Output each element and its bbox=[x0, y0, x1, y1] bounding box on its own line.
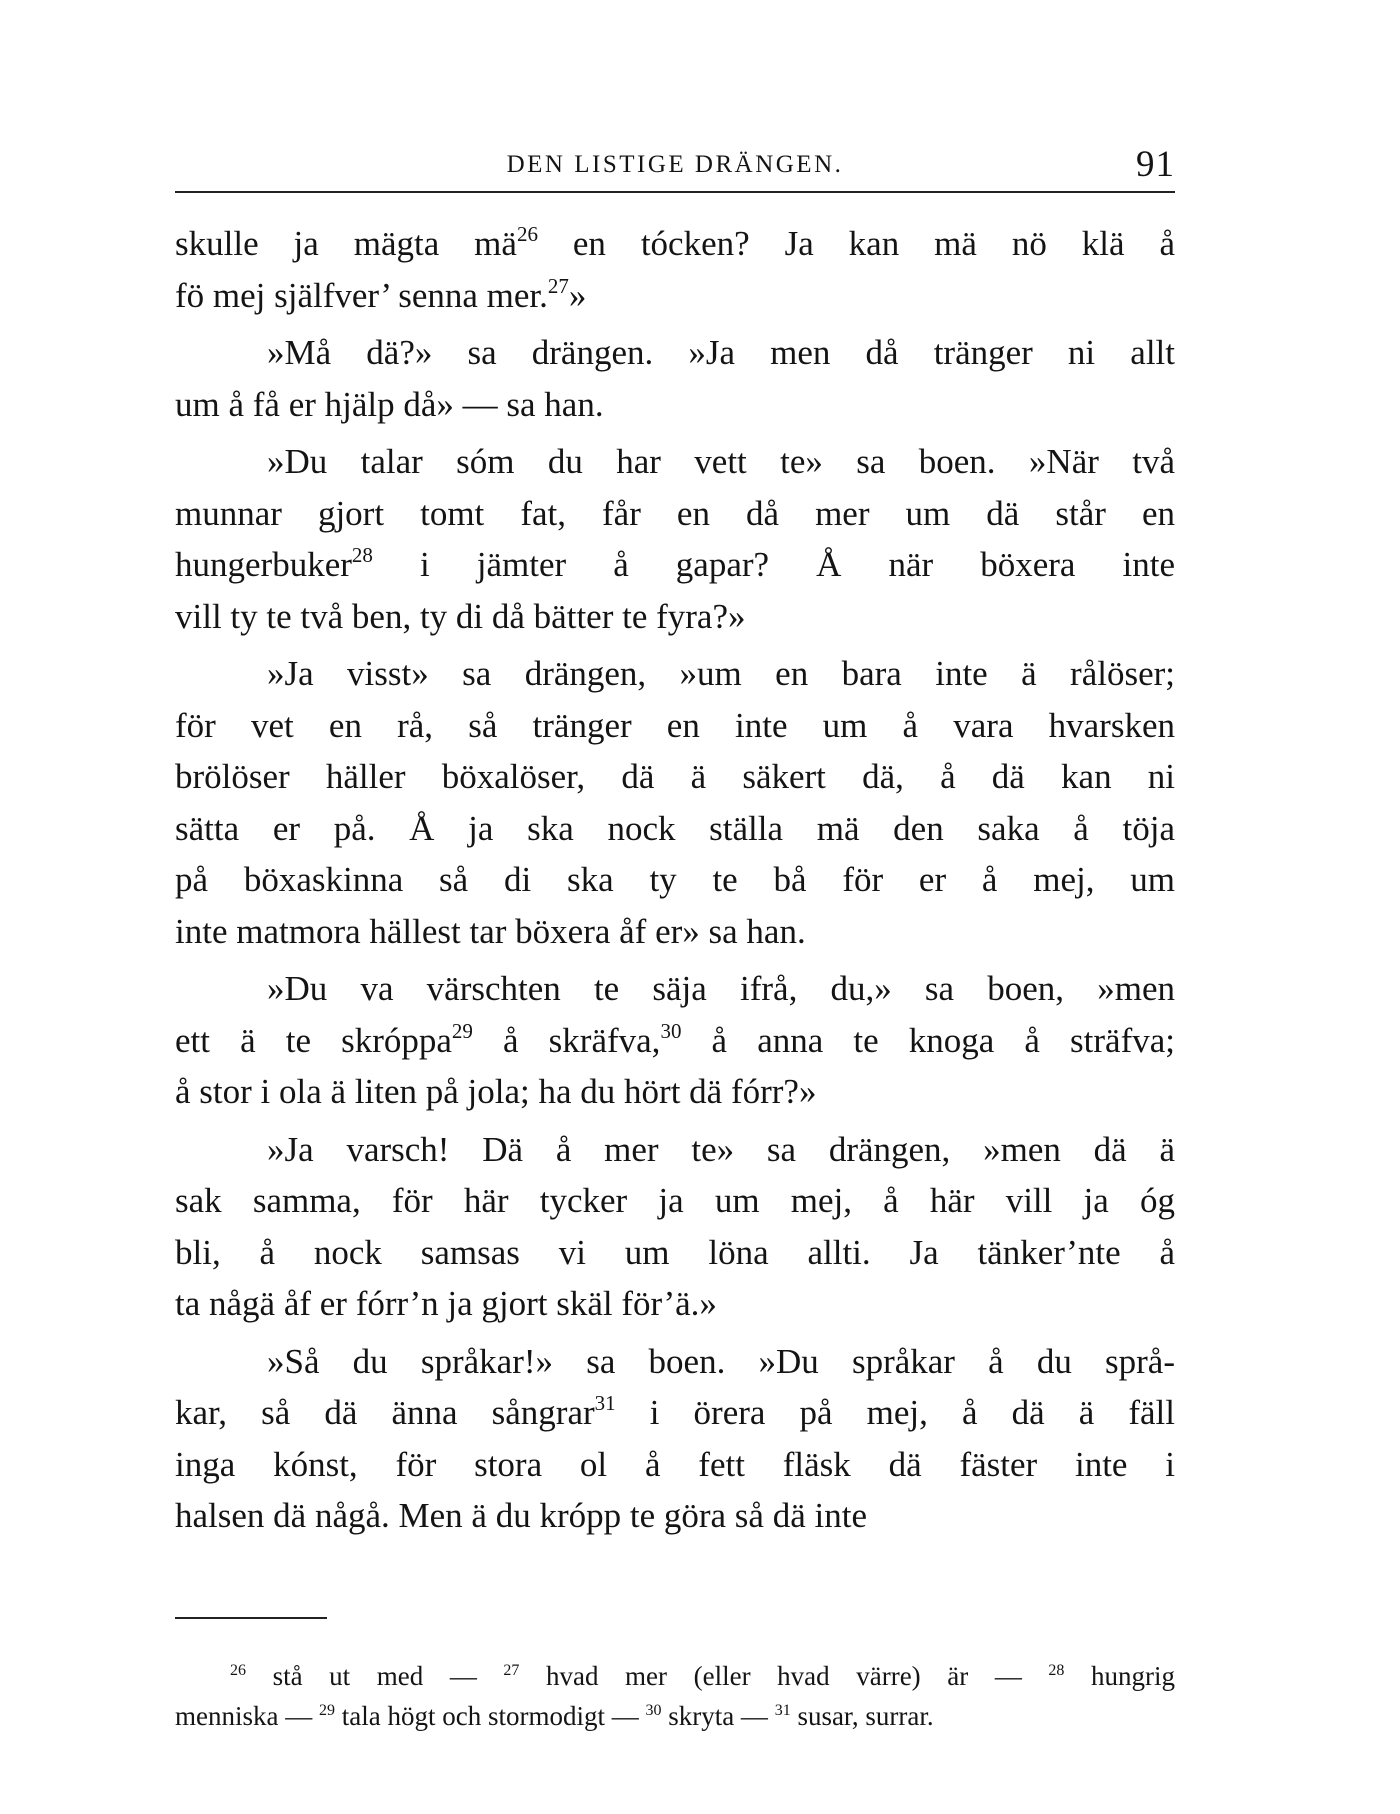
text-line: brölöser häller böxalöser, dä ä säkert dä, å dä kan ni bbox=[175, 757, 1175, 796]
footnote-marker: 26 bbox=[516, 222, 538, 246]
footnote-marker: 31 bbox=[594, 1391, 616, 1415]
text-line: um å få er hjälp då» — sa han. bbox=[175, 384, 604, 424]
text-line: bli, å nock samsas vi um löna allti. Ja tänker’nte å bbox=[175, 1232, 1175, 1272]
body-text bbox=[175, 218, 1175, 1548]
paragraph bbox=[175, 963, 1175, 1118]
header-rule bbox=[175, 191, 1175, 193]
text-line: »Du talar sóm du har vett te» sa boen. »När två bbox=[267, 442, 1175, 481]
paragraph bbox=[175, 648, 1175, 957]
footnote-marker: 26 bbox=[230, 1662, 246, 1679]
text-line: »Ja visst» sa drängen, »um en bara inte ä rålöser; bbox=[267, 654, 1175, 693]
text-line: vill ty te två ben, ty di då bätter te fyra?» bbox=[175, 596, 746, 636]
footnote-marker: 31 bbox=[774, 1702, 791, 1719]
paragraph bbox=[175, 1124, 1175, 1330]
paragraph bbox=[175, 218, 1175, 321]
text-line: munnar gjort tomt fat, får en då mer um dä står en bbox=[175, 493, 1175, 533]
footnote-marker: 28 bbox=[1048, 1662, 1065, 1679]
text-line: på böxaskinna så di ska ty te bå för er å mej, um bbox=[175, 860, 1175, 899]
page-header bbox=[175, 143, 1175, 193]
page-number: 91 bbox=[1136, 144, 1175, 185]
text-line: »Ja varsch! Dä å mer te» sa drängen, »men dä ä bbox=[267, 1129, 1175, 1169]
text-line: hungerbuker$^{28}$ i jämter å gapar? Å när böxera inte bbox=[175, 543, 1175, 584]
footnote-marker: 29 bbox=[451, 1018, 473, 1043]
footnote-marker: 30 bbox=[645, 1702, 662, 1719]
text-line: halsen dä någå. Men ä du krópp te göra så dä inte bbox=[175, 1496, 867, 1535]
footnote-marker: 27 bbox=[503, 1662, 520, 1679]
text-line: å stor i ola ä liten på jola; ha du hört dä fórr?» bbox=[175, 1072, 817, 1111]
running-title: DEN LISTIGE DRÄNGEN. bbox=[506, 151, 844, 178]
footnote-line: $^{26}$ stå ut med — $^{27}$ hvad mer (eller hvad värre) är — $^{28}$ hungrig bbox=[230, 1661, 1175, 1691]
text-line: kar, så dä änna sångrar$^{31}$ i örera på mej, å dä ä fäll bbox=[175, 1391, 1175, 1432]
text-line: »Du va värschten te säja ifrå, du,» sa boen, »men bbox=[267, 969, 1175, 1008]
text-line: »Så du språkar!» sa boen. »Du språkar å du språ- bbox=[267, 1341, 1175, 1381]
text-line: skulle ja mägta $mä^{26}$ en tócken? Ja kan mä nö klä å bbox=[175, 222, 1175, 263]
text-line: inte matmora hällest tar böxera åf er» sa han. bbox=[175, 911, 806, 951]
text-line: sak samma, för här tycker ja um mej, å här vill ja óg bbox=[175, 1181, 1175, 1220]
text-line: inga kónst, för stora ol å fett fläsk dä fäster inte i bbox=[175, 1444, 1175, 1484]
footnote-line: menniska — $^{29}$ tala högt och stormodigt — $^{30}$ skryta — $^{31}$ susar, surrar. bbox=[175, 1701, 934, 1731]
text-line: sätta er på. Å ja ska nock ställa mä den saka å töja bbox=[175, 808, 1175, 848]
footnote-marker: 30 bbox=[660, 1018, 682, 1043]
paragraph bbox=[175, 1336, 1175, 1542]
footnotes bbox=[175, 1656, 1175, 1736]
text-line: »Må dä?» sa drängen. »Ja men då tränger ni allt bbox=[267, 333, 1175, 372]
footnote-marker: 27 bbox=[547, 273, 569, 298]
text-line: ett ä te skróppa$^{29}$ å skräfva,$^{30}$ å anna te knoga å sträfva; bbox=[175, 1018, 1175, 1060]
text-line: för vet en rå, så tränger en inte um å vara hvarsken bbox=[175, 705, 1175, 745]
footnote-rule bbox=[175, 1617, 327, 1619]
text-line: fö mej själfver’ senna mer.$^{27}$» bbox=[175, 273, 587, 315]
footnote-marker: 28 bbox=[351, 543, 373, 567]
paragraph bbox=[175, 436, 1175, 642]
paragraph bbox=[175, 327, 1175, 430]
text-line: ta någä åf er fórr’n ja gjort skäl för’ä.» bbox=[175, 1284, 717, 1323]
footnote-marker: 29 bbox=[318, 1702, 335, 1719]
